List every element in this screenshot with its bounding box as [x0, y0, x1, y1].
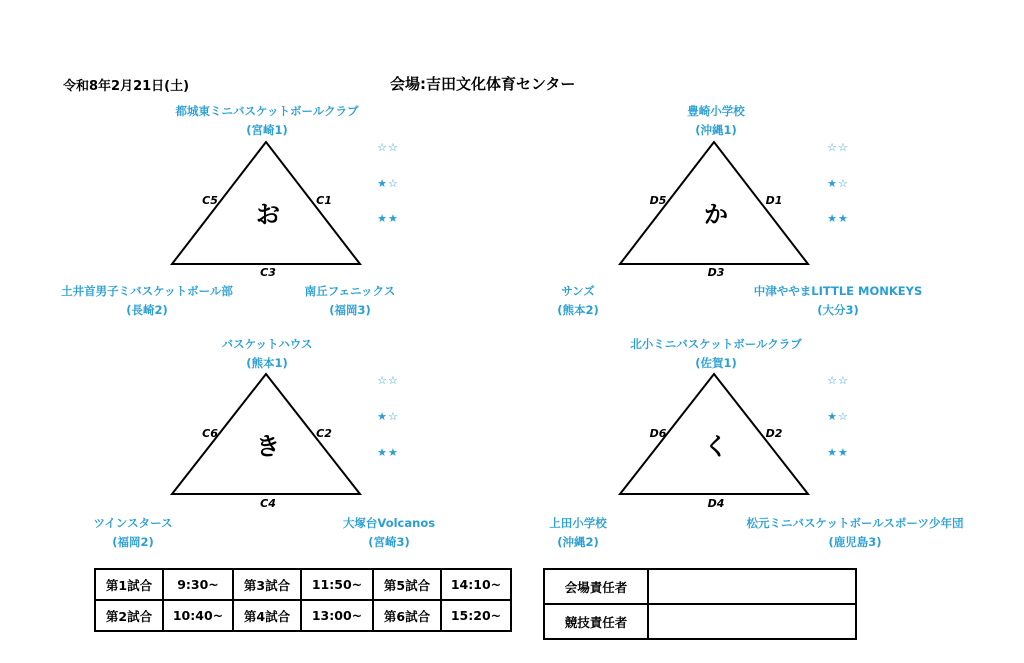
star-rating: ★☆	[377, 410, 399, 423]
match-number: 第6試合	[373, 600, 441, 631]
team-left	[557, 282, 599, 320]
team-pref: (鹿児島3)	[828, 535, 882, 549]
match-number: 第4試合	[233, 600, 301, 631]
team-name: 大塚台Volcanos	[342, 516, 436, 530]
star-rating: ☆☆	[377, 374, 399, 387]
team-name: 松元ミニバスケットボールスポーツ少年団	[746, 516, 964, 530]
star-rating: ☆☆	[377, 141, 399, 154]
competition-manager-label: 競技責任者	[544, 604, 648, 639]
team-top	[222, 335, 313, 373]
team-pref: (宮崎1)	[246, 123, 288, 137]
responsible-table	[543, 568, 857, 640]
team-right	[747, 514, 964, 552]
team-top	[687, 102, 745, 140]
team-pref: (沖縄2)	[557, 535, 599, 549]
match-number: 第5試合	[373, 569, 441, 600]
match-time: 10:40~	[163, 600, 233, 631]
match-number: 第1試合	[95, 569, 163, 600]
team-pref: (福岡3)	[329, 303, 371, 317]
team-name: 中津ややまLITTLE MONKEYS	[753, 284, 923, 298]
team-left	[549, 514, 607, 552]
match-label-right: D2	[765, 427, 783, 440]
team-name: 都城東ミニバスケットボールクラブ	[175, 104, 359, 118]
match-label-left: C6	[202, 427, 218, 440]
venue-manager-field[interactable]	[648, 569, 856, 604]
match-label-right: D1	[765, 194, 783, 207]
team-pref: (福岡2)	[112, 535, 154, 549]
match-time: 15:20~	[441, 600, 511, 631]
team-top	[630, 335, 801, 373]
team-name: バスケットハウス	[221, 337, 313, 351]
match-label-right: C1	[316, 194, 332, 207]
team-left	[93, 514, 172, 552]
team-top	[176, 102, 359, 140]
group-label: き	[256, 432, 280, 461]
team-pref: (熊本2)	[557, 303, 599, 317]
responsible-row	[544, 569, 856, 604]
team-name: 土井首男子ミバスケットボール部	[61, 284, 233, 298]
team-name: 南丘フェニックス	[304, 284, 396, 298]
team-pref: (沖縄1)	[695, 123, 737, 137]
team-pref: (佐賀1)	[695, 356, 737, 370]
match-label-left: C5	[202, 194, 218, 207]
team-name: 豊崎小学校	[687, 104, 745, 118]
match-time: 9:30~	[163, 569, 233, 600]
match-number: 第2試合	[95, 600, 163, 631]
team-right	[305, 282, 396, 320]
match-time: 14:10~	[441, 569, 511, 600]
star-rating: ★★	[827, 446, 849, 459]
match-label-right: C2	[316, 427, 332, 440]
group-label: か	[704, 200, 728, 229]
team-name: サンズ	[561, 284, 595, 298]
team-left	[61, 282, 233, 320]
match-label-left: D5	[649, 194, 667, 207]
match-number: 第3試合	[233, 569, 301, 600]
schedule-table	[94, 568, 512, 632]
match-label-bottom: D3	[707, 266, 725, 279]
star-rating: ★☆	[827, 177, 849, 190]
team-name: 上田小学校	[549, 516, 607, 530]
star-rating: ☆☆	[827, 374, 849, 387]
team-pref: (熊本1)	[246, 356, 288, 370]
competition-manager-field[interactable]	[648, 604, 856, 639]
star-rating: ★★	[377, 446, 399, 459]
event-date: 令和8年2月21日(土)	[63, 79, 190, 94]
team-right	[343, 514, 435, 552]
star-rating: ★★	[827, 212, 849, 225]
match-label-left: D6	[649, 427, 667, 440]
team-name: ツインスタース	[93, 516, 173, 530]
venue-manager-label: 会場責任者	[544, 569, 648, 604]
responsible-row	[544, 604, 856, 639]
match-label-bottom: C4	[260, 497, 276, 510]
star-rating: ☆☆	[827, 141, 849, 154]
star-rating: ★☆	[377, 177, 399, 190]
group-label: く	[704, 432, 728, 461]
star-rating: ★★	[377, 212, 399, 225]
team-name: 北小ミニバスケットボールクラブ	[630, 337, 802, 351]
group-label: お	[256, 200, 280, 229]
schedule-row	[95, 600, 511, 631]
match-label-bottom: C3	[260, 266, 276, 279]
schedule-row	[95, 569, 511, 600]
team-right	[754, 282, 922, 320]
match-time: 11:50~	[301, 569, 373, 600]
team-pref: (大分3)	[817, 303, 859, 317]
team-pref: (宮崎3)	[368, 535, 410, 549]
venue-title: 会場:吉田文化体育センター	[390, 75, 576, 93]
team-pref: (長崎2)	[126, 303, 168, 317]
match-time: 13:00~	[301, 600, 373, 631]
match-label-bottom: D4	[707, 497, 725, 510]
star-rating: ★☆	[827, 410, 849, 423]
